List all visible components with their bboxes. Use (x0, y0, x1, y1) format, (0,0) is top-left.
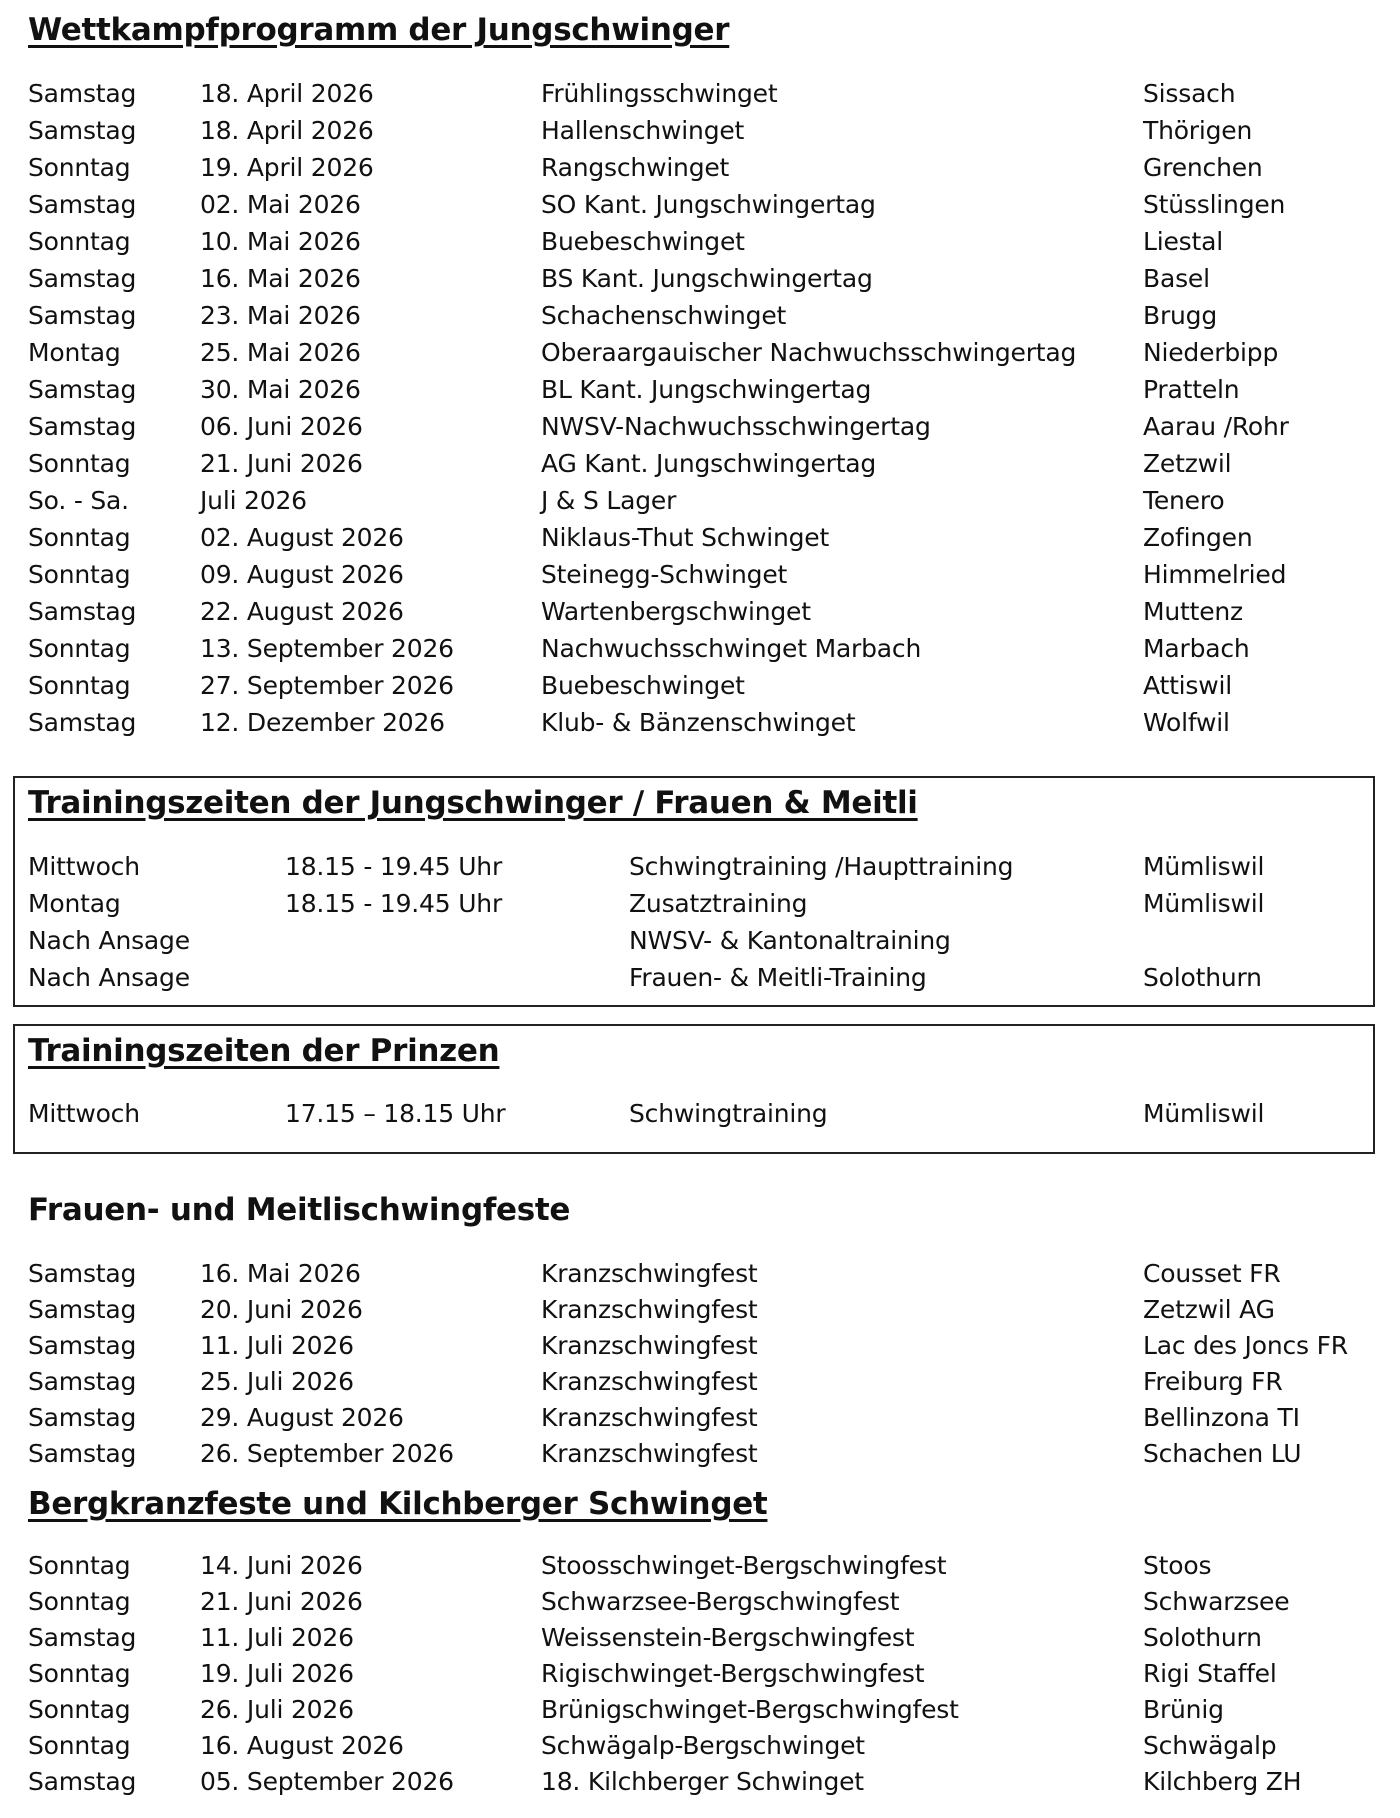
table-row (0, 1692, 1400, 1728)
event: Buebeschwinget (541, 671, 745, 700)
place: Stoos (1143, 1551, 1212, 1580)
table-row (0, 1096, 1400, 1132)
activity: Zusatztraining (629, 889, 808, 918)
day: Samstag (28, 1295, 137, 1324)
place: Freiburg FR (1143, 1367, 1283, 1396)
day: So. - Sa. (28, 486, 129, 515)
table-row (0, 1328, 1400, 1364)
day: Sonntag (28, 1551, 131, 1580)
event: BL Kant. Jungschwingertag (541, 375, 872, 404)
table-row (0, 1400, 1400, 1436)
table-row (0, 1436, 1400, 1472)
day: Samstag (28, 1623, 137, 1652)
event: Kranzschwingfest (541, 1331, 758, 1360)
date: 27. September 2026 (200, 671, 454, 700)
place: Niederbipp (1143, 338, 1279, 367)
place: Schwägalp (1143, 1731, 1277, 1760)
place: Thörigen (1143, 116, 1253, 145)
event: Kranzschwingfest (541, 1403, 758, 1432)
place: Marbach (1143, 634, 1250, 663)
day: Samstag (28, 1367, 137, 1396)
day: Sonntag (28, 1731, 131, 1760)
date: 19. April 2026 (200, 153, 374, 182)
place: Schachen LU (1143, 1439, 1302, 1468)
activity: Frauen- & Meitli-Training (629, 963, 927, 992)
place: Stüsslingen (1143, 190, 1286, 219)
table-row (0, 372, 1400, 408)
day: Sonntag (28, 671, 131, 700)
event: Hallenschwinget (541, 116, 745, 145)
day: Sonntag (28, 560, 131, 589)
place: Zetzwil (1143, 449, 1232, 478)
day: Sonntag (28, 1695, 131, 1724)
day: Samstag (28, 190, 137, 219)
day: Mittwoch (28, 1099, 140, 1128)
date: 02. August 2026 (200, 523, 404, 552)
event: Buebeschwinget (541, 227, 745, 256)
training-prinzen-title: Trainingszeiten der Prinzen (28, 1033, 500, 1069)
date: 05. September 2026 (200, 1767, 454, 1796)
day: Sonntag (28, 1659, 131, 1688)
event: Schachenschwinget (541, 301, 787, 330)
table-row (0, 1364, 1400, 1400)
date: 26. Juli 2026 (200, 1695, 354, 1724)
table-row (0, 594, 1400, 630)
table-row (0, 520, 1400, 556)
event: Schwarzsee-Bergschwingfest (541, 1587, 900, 1616)
date: 10. Mai 2026 (200, 227, 361, 256)
place: Zetzwil AG (1143, 1295, 1275, 1324)
day: Samstag (28, 412, 137, 441)
table-row (0, 261, 1400, 297)
date: 12. Dezember 2026 (200, 708, 445, 737)
place: Himmelried (1143, 560, 1287, 589)
place: Muttenz (1143, 597, 1243, 626)
table-row (0, 1764, 1400, 1800)
place: Mümliswil (1143, 1099, 1265, 1128)
table-row (0, 923, 1400, 959)
day: Sonntag (28, 227, 131, 256)
date: 21. Juni 2026 (200, 449, 363, 478)
table-row (0, 446, 1400, 482)
date: 20. Juni 2026 (200, 1295, 363, 1324)
table-row (0, 705, 1400, 741)
day: Mittwoch (28, 852, 140, 881)
table-row (0, 668, 1400, 704)
event: Kranzschwingfest (541, 1367, 758, 1396)
event: Rigischwinget-Bergschwingfest (541, 1659, 925, 1688)
frauen-feste-title: Frauen- und Meitlischwingfeste (28, 1192, 571, 1228)
event: Kranzschwingfest (541, 1259, 758, 1288)
date: 23. Mai 2026 (200, 301, 361, 330)
table-row (0, 886, 1400, 922)
place: Mümliswil (1143, 889, 1265, 918)
date: 29. August 2026 (200, 1403, 404, 1432)
event: 18. Kilchberger Schwinget (541, 1767, 864, 1796)
event: Kranzschwingfest (541, 1295, 758, 1324)
day: Sonntag (28, 449, 131, 478)
day: Samstag (28, 375, 137, 404)
date: 14. Juni 2026 (200, 1551, 363, 1580)
place: Cousset FR (1143, 1259, 1281, 1288)
place: Grenchen (1143, 153, 1263, 182)
training-jungschwinger-title: Trainingszeiten der Jungschwinger / Frauen & Meitli (28, 785, 918, 821)
day: Samstag (28, 597, 137, 626)
place: Bellinzona TI (1143, 1403, 1300, 1432)
date: 25. Juli 2026 (200, 1367, 354, 1396)
day: Nach Ansage (28, 926, 190, 955)
place: Pratteln (1143, 375, 1240, 404)
date: 26. September 2026 (200, 1439, 454, 1468)
date: Juli 2026 (200, 486, 307, 515)
table-row (0, 1292, 1400, 1328)
event: SO Kant. Jungschwingertag (541, 190, 876, 219)
event: Wartenbergschwinget (541, 597, 811, 626)
date: 13. September 2026 (200, 634, 454, 663)
place: Attiswil (1143, 671, 1232, 700)
place: Aarau /Rohr (1143, 412, 1289, 441)
table-row (0, 1728, 1400, 1764)
table-row (0, 1656, 1400, 1692)
day: Samstag (28, 1259, 137, 1288)
event: Frühlingsschwinget (541, 79, 778, 108)
event: Brünigschwinget-Bergschwingfest (541, 1695, 959, 1724)
day: Samstag (28, 1331, 137, 1360)
competition-title: Wettkampfprogramm der Jungschwinger (28, 12, 730, 48)
place: Tenero (1143, 486, 1225, 515)
table-row (0, 113, 1400, 149)
day: Samstag (28, 1439, 137, 1468)
date: 30. Mai 2026 (200, 375, 361, 404)
date: 18. April 2026 (200, 79, 374, 108)
table-row (0, 631, 1400, 667)
place: Mümliswil (1143, 852, 1265, 881)
place: Liestal (1143, 227, 1223, 256)
day: Samstag (28, 264, 137, 293)
time: 18.15 - 19.45 Uhr (285, 852, 503, 881)
bergkranzfeste-title: Bergkranzfeste und Kilchberger Schwinget (28, 1486, 768, 1522)
date: 19. Juli 2026 (200, 1659, 354, 1688)
day: Sonntag (28, 523, 131, 552)
table-row (0, 335, 1400, 371)
event: Rangschwinget (541, 153, 730, 182)
day: Samstag (28, 79, 137, 108)
table-row (0, 849, 1400, 885)
day: Sonntag (28, 634, 131, 663)
day: Samstag (28, 301, 137, 330)
date: 16. August 2026 (200, 1731, 404, 1760)
date: 06. Juni 2026 (200, 412, 363, 441)
activity: Schwingtraining /Haupttraining (629, 852, 1014, 881)
table-row (0, 1620, 1400, 1656)
day: Samstag (28, 708, 137, 737)
time: 18.15 - 19.45 Uhr (285, 889, 503, 918)
event: Schwägalp-Bergschwinget (541, 1731, 865, 1760)
table-row (0, 1548, 1400, 1584)
date: 18. April 2026 (200, 116, 374, 145)
table-row (0, 1584, 1400, 1620)
event: Stoosschwinget-Bergschwingfest (541, 1551, 947, 1580)
date: 16. Mai 2026 (200, 1259, 361, 1288)
place: Basel (1143, 264, 1210, 293)
event: Weissenstein-Bergschwingfest (541, 1623, 915, 1652)
event: NWSV-Nachwuchsschwingertag (541, 412, 931, 441)
place: Brünig (1143, 1695, 1224, 1724)
date: 11. Juli 2026 (200, 1623, 354, 1652)
place: Wolfwil (1143, 708, 1230, 737)
date: 25. Mai 2026 (200, 338, 361, 367)
table-row (0, 76, 1400, 112)
table-row (0, 224, 1400, 260)
place: Sissach (1143, 79, 1236, 108)
day: Sonntag (28, 153, 131, 182)
place: Rigi Staffel (1143, 1659, 1277, 1688)
place: Solothurn (1143, 963, 1262, 992)
date: 22. August 2026 (200, 597, 404, 626)
event: Niklaus-Thut Schwinget (541, 523, 830, 552)
date: 21. Juni 2026 (200, 1587, 363, 1616)
place: Brugg (1143, 301, 1218, 330)
table-row (0, 187, 1400, 223)
event: J & S Lager (541, 486, 677, 515)
event: BS Kant. Jungschwingertag (541, 264, 873, 293)
activity: NWSV- & Kantonaltraining (629, 926, 951, 955)
table-row (0, 483, 1400, 519)
activity: Schwingtraining (629, 1099, 828, 1128)
place: Kilchberg ZH (1143, 1767, 1302, 1796)
table-row (0, 1256, 1400, 1292)
event: Klub- & Bänzenschwinget (541, 708, 856, 737)
table-row (0, 298, 1400, 334)
table-row (0, 409, 1400, 445)
place: Solothurn (1143, 1623, 1262, 1652)
event: Oberaargauischer Nachwuchsschwingertag (541, 338, 1077, 367)
event: Steinegg-Schwinget (541, 560, 788, 589)
place: Schwarzsee (1143, 1587, 1290, 1616)
event: Kranzschwingfest (541, 1439, 758, 1468)
day: Samstag (28, 1767, 137, 1796)
table-row (0, 557, 1400, 593)
event: Nachwuchsschwinget Marbach (541, 634, 922, 663)
day: Samstag (28, 1403, 137, 1432)
place: Zofingen (1143, 523, 1253, 552)
date: 16. Mai 2026 (200, 264, 361, 293)
date: 02. Mai 2026 (200, 190, 361, 219)
table-row (0, 150, 1400, 186)
table-row (0, 960, 1400, 996)
place: Lac des Joncs FR (1143, 1331, 1348, 1360)
day: Samstag (28, 116, 137, 145)
day: Montag (28, 338, 121, 367)
event: AG Kant. Jungschwingertag (541, 449, 877, 478)
date: 09. August 2026 (200, 560, 404, 589)
day: Nach Ansage (28, 963, 190, 992)
date: 11. Juli 2026 (200, 1331, 354, 1360)
day: Montag (28, 889, 121, 918)
time: 17.15 – 18.15 Uhr (285, 1099, 506, 1128)
day: Sonntag (28, 1587, 131, 1616)
